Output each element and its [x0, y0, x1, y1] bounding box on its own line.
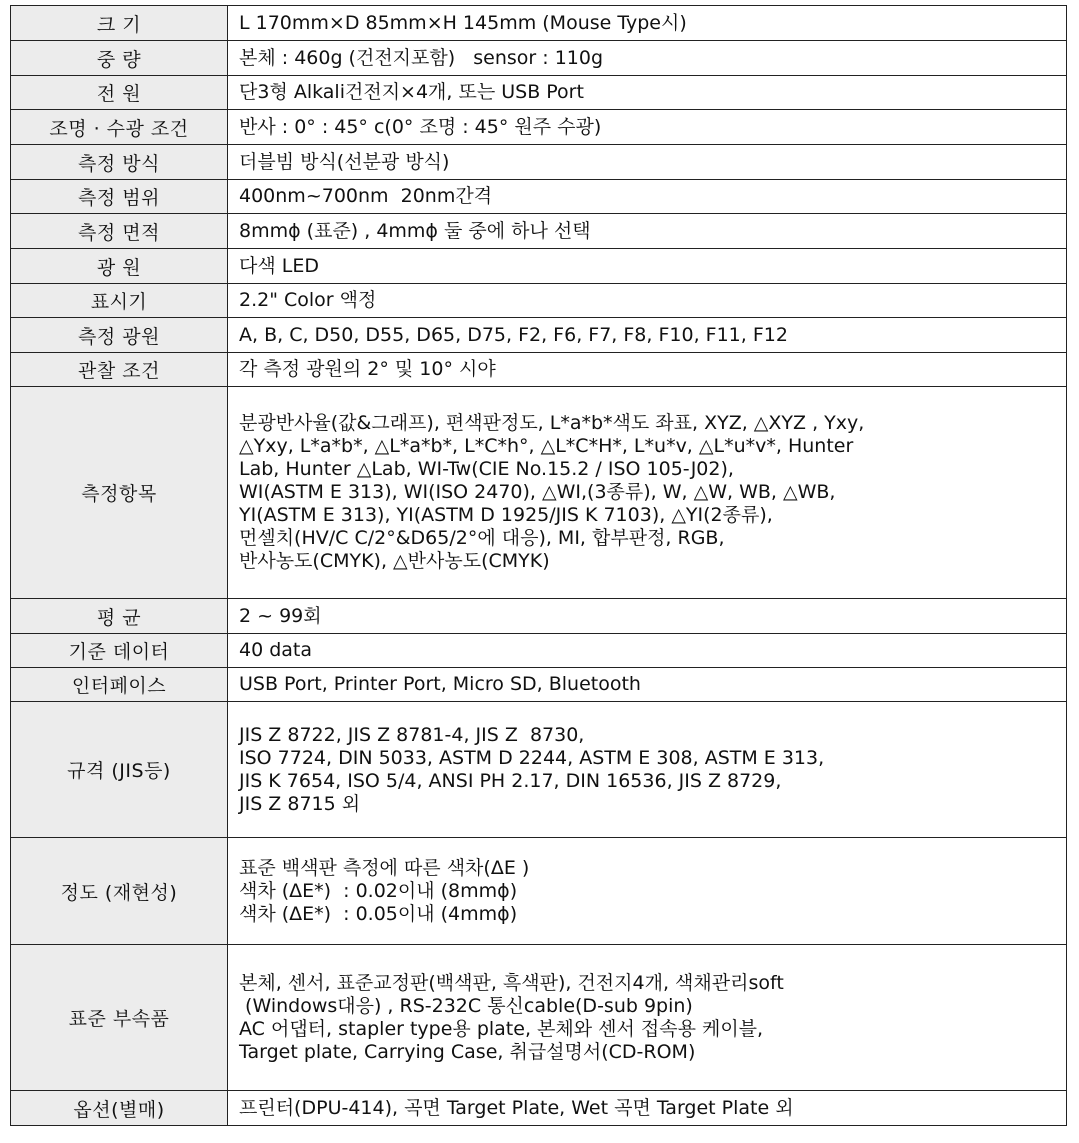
- spec-value: [228, 668, 1067, 702]
- spec-row: [11, 249, 1067, 284]
- spec-value-line: 2 ~ 99회: [239, 604, 322, 627]
- spec-value: [228, 1091, 1067, 1126]
- spec-value-line: L 170mm×D 85mm×H 145mm (Mouse Type시): [239, 11, 687, 34]
- spec-value-line: △Yxy, L*a*b*, △L*a*b*, L*C*h°, △L*C*H*, L*u*v, △L*u*v*, Hunter: [239, 435, 854, 457]
- spec-value-line: 2.2" Color 액정: [239, 289, 377, 311]
- spec-value-line: JIS Z 8722, JIS Z 8781-4, JIS Z 8730,: [239, 723, 585, 746]
- spec-value-line: AC 어댑터, stapler type용 plate, 본체와 센서 접속용 케이블,: [239, 1017, 764, 1040]
- spec-value-line: ISO 7724, DIN 5033, ASTM D 2244, ASTM E 308, ASTM E 313,: [239, 746, 825, 769]
- spec-value: [228, 634, 1067, 668]
- spec-row: [11, 1091, 1067, 1126]
- spec-label: 전 원: [11, 76, 228, 110]
- spec-value-line: 더블빔 방식(선분광 방식): [239, 150, 450, 173]
- spec-value-line: USB Port, Printer Port, Micro SD, Bluetooth: [239, 673, 641, 695]
- spec-value-line: 색차 (ΔE*) : 0.02이내 (8mmϕ): [239, 879, 518, 902]
- spec-value-line: YI(ASTM E 313), YI(ASTM D 1925/JIS K 7103), △YI(2종류),: [239, 504, 773, 526]
- spec-row: [11, 6, 1067, 41]
- spec-row: [11, 41, 1067, 76]
- spec-value-line: 반사농도(CMYK), △반사농도(CMYK): [239, 550, 550, 572]
- spec-value-line: A, B, C, D50, D55, D65, D75, F2, F6, F7, F8, F10, F11, F12: [239, 323, 788, 346]
- spec-value-line: Target plate, Carrying Case, 취급설명서(CD-ROM): [239, 1040, 696, 1063]
- spec-row: [11, 110, 1067, 145]
- spec-value-line: 분광반사율(값&그래프), 편색판정도, L*a*b*색도 좌표, XYZ, △XYZ , Yxy,: [239, 412, 865, 434]
- spec-value-line: 프린터(DPU-414), 곡면 Target Plate, Wet 곡면 Target Plate 외: [239, 1096, 794, 1119]
- spec-value: [228, 41, 1067, 76]
- spec-value-line: JIS Z 8715 외: [239, 792, 361, 815]
- spec-label: 측정 범위: [11, 180, 228, 214]
- spec-value: [228, 180, 1067, 214]
- spec-label: 중 량: [11, 41, 228, 76]
- spec-value-line: JIS K 7654, ISO 5/4, ANSI PH 2.17, DIN 16536, JIS Z 8729,: [239, 769, 782, 792]
- spec-value-line: 먼셀치(HV/C C/2°&D65/2°에 대응), MI, 합부판정, RGB,: [239, 527, 725, 549]
- spec-value-line: 다색 LED: [239, 254, 319, 277]
- spec-label: 기준 데이터: [11, 634, 228, 668]
- spec-row: [11, 318, 1067, 353]
- spec-table: [10, 5, 1067, 1126]
- spec-value-line: 40 data: [239, 639, 313, 661]
- spec-value: [228, 214, 1067, 249]
- spec-label: 관찰 조건: [11, 353, 228, 387]
- spec-row: [11, 145, 1067, 180]
- spec-value-line: 본체 : 460g (건전지포함) sensor : 110g: [239, 46, 604, 69]
- spec-value: [228, 387, 1067, 599]
- spec-value: [228, 318, 1067, 353]
- spec-value: [228, 599, 1067, 634]
- spec-label: 규격 (JIS등): [11, 702, 228, 838]
- spec-row: [11, 180, 1067, 214]
- spec-label: 크 기: [11, 6, 228, 41]
- spec-table-body: [11, 6, 1067, 1126]
- spec-value: [228, 702, 1067, 838]
- spec-value: [228, 145, 1067, 180]
- spec-value-line: (Windows대응) , RS-232C 통신cable(D-sub 9pin): [239, 994, 693, 1017]
- spec-row: [11, 702, 1067, 838]
- spec-label: 측정 방식: [11, 145, 228, 180]
- spec-label: 옵션(별매): [11, 1091, 228, 1126]
- spec-label: 측정 광원: [11, 318, 228, 353]
- spec-value: [228, 249, 1067, 284]
- spec-value: [228, 6, 1067, 41]
- spec-value-line: 400nm~700nm 20nm간격: [239, 185, 493, 207]
- spec-row: [11, 284, 1067, 318]
- spec-value: [228, 76, 1067, 110]
- spec-value: [228, 945, 1067, 1091]
- spec-value-line: 8mmϕ (표준) , 4mmϕ 둘 중에 하나 선택: [239, 219, 591, 242]
- spec-label: 인터페이스: [11, 668, 228, 702]
- spec-row: [11, 599, 1067, 634]
- spec-row: [11, 214, 1067, 249]
- spec-row: [11, 838, 1067, 945]
- spec-value: [228, 838, 1067, 945]
- spec-label: 표시기: [11, 284, 228, 318]
- spec-value-line: WI(ASTM E 313), WI(ISO 2470), △WI,(3종류), W, △W, WB, △WB,: [239, 481, 836, 503]
- spec-row: [11, 76, 1067, 110]
- spec-value-line: 본체, 센서, 표준교정판(백색판, 흑색판), 건전지4개, 색채관리soft: [239, 971, 784, 994]
- spec-label: 광 원: [11, 249, 228, 284]
- spec-row: [11, 634, 1067, 668]
- spec-value-line: 단3형 Alkali건전지×4개, 또는 USB Port: [239, 81, 584, 103]
- spec-row: [11, 668, 1067, 702]
- spec-label: 측정항목: [11, 387, 228, 599]
- spec-value: [228, 284, 1067, 318]
- spec-label: 평 균: [11, 599, 228, 634]
- spec-row: [11, 387, 1067, 599]
- spec-label: 조명 · 수광 조건: [11, 110, 228, 145]
- spec-label: 정도 (재현성): [11, 838, 228, 945]
- spec-value-line: Lab, Hunter △Lab, WI-Tw(CIE No.15.2 / ISO 105-J02),: [239, 458, 734, 480]
- spec-value-line: 표준 백색판 측정에 따른 색차(ΔE ): [239, 856, 530, 879]
- spec-label: 측정 면적: [11, 214, 228, 249]
- spec-value-line: 각 측정 광원의 2° 및 10° 시야: [239, 358, 496, 380]
- spec-row: [11, 945, 1067, 1091]
- spec-value-line: 반사 : 0° : 45° c(0° 조명 : 45° 원주 수광): [239, 115, 602, 138]
- spec-value: [228, 110, 1067, 145]
- spec-value-line: 색차 (ΔE*) : 0.05이내 (4mmϕ): [239, 902, 518, 925]
- spec-value: [228, 353, 1067, 387]
- spec-label: 표준 부속품: [11, 945, 228, 1091]
- spec-row: [11, 353, 1067, 387]
